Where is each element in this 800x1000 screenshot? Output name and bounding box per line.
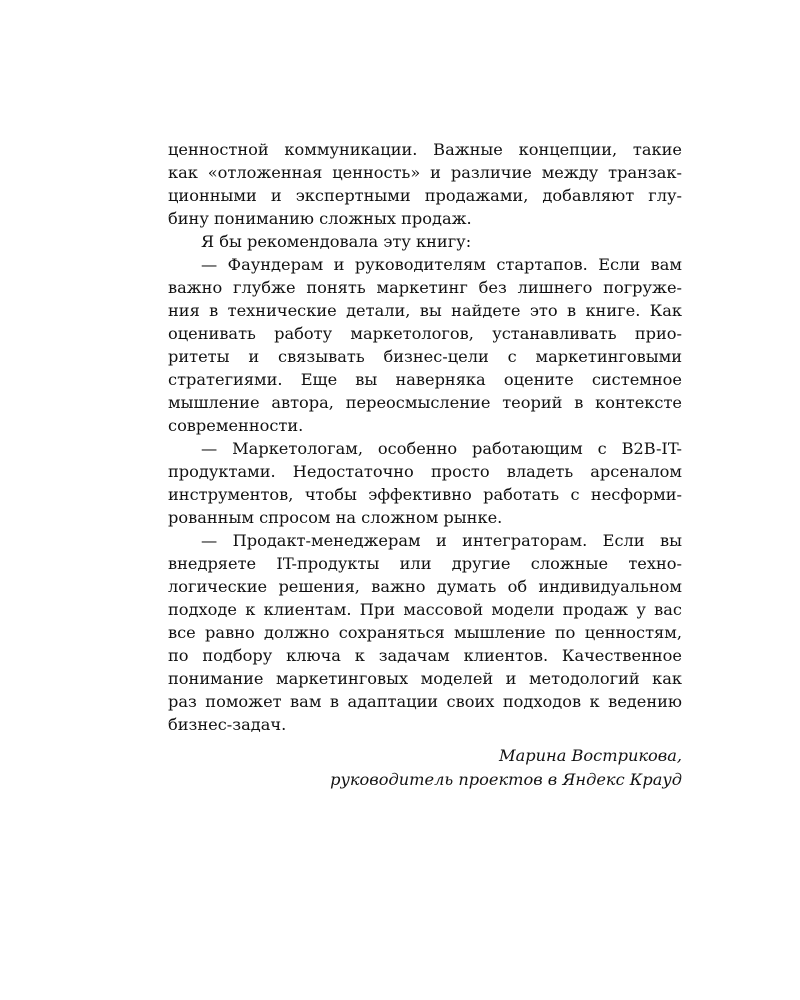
text-line: бизнес-задач. (168, 715, 287, 734)
page-body (168, 138, 682, 792)
text-line: оценивать работу маркетологов, устанавливать прио- (168, 324, 682, 343)
text-line: бину пониманию сложных продаж. (168, 209, 472, 228)
text-line: раз поможет вам в адаптации своих подходов к ведению (168, 692, 682, 711)
text-line: понимание маркетинговых моделей и методологий как (168, 669, 682, 688)
paragraph (168, 138, 682, 230)
signature-name: Марина Вострикова, (499, 746, 682, 765)
text-line: — Фаундерам и руководителям стартапов. Если вам (201, 255, 682, 274)
signature-block (168, 744, 682, 792)
paragraph (168, 230, 682, 253)
text-line: рованным спросом на сложном рынке. (168, 508, 503, 527)
text-line: ционными и экспертными продажами, добавляют глу- (168, 186, 682, 205)
text-line: Я бы рекомендовала эту книгу: (201, 232, 472, 251)
text-line: подходе к клиентам. При массовой модели продаж у вас (168, 600, 682, 619)
text-line: современности. (168, 416, 304, 435)
text-line: логические решения, важно думать об индивидуальном (168, 577, 682, 596)
text-line: как «отложенная ценность» и различие между транзак- (168, 163, 682, 182)
text-line: все равно должно сохраняться мышление по ценностям, (168, 623, 682, 642)
text-line: — Продакт-менеджерам и интеграторам. Если вы (201, 531, 682, 550)
paragraph (168, 253, 682, 437)
text-body (168, 138, 682, 736)
text-line: внедряете IT-продукты или другие сложные техно- (168, 554, 682, 573)
text-line: инструментов, чтобы эффективно работать с несформи- (168, 485, 682, 504)
text-line: стратегиями. Еще вы наверняка оцените системное (168, 370, 682, 389)
text-line: продуктами. Недостаточно просто владеть арсеналом (168, 462, 682, 481)
paragraph (168, 529, 682, 736)
text-line: по подбору ключа к задачам клиентов. Качественное (168, 646, 682, 665)
text-line: ценностной коммуникации. Важные концепции, такие (168, 140, 682, 159)
text-line: — Маркетологам, особенно работающим с B2B-IT- (201, 439, 682, 458)
text-line: ния в технические детали, вы найдете это в книге. Как (168, 301, 682, 320)
text-line: мышление автора, переосмысление теорий в контексте (168, 393, 682, 412)
text-line: важно глубже понять маркетинг без лишнего погруже- (168, 278, 682, 297)
paragraph (168, 437, 682, 529)
text-line: ритеты и связывать бизнес-цели с маркетинговыми (168, 347, 682, 366)
signature-role: руководитель проектов в Яндекс Крауд (330, 770, 682, 789)
